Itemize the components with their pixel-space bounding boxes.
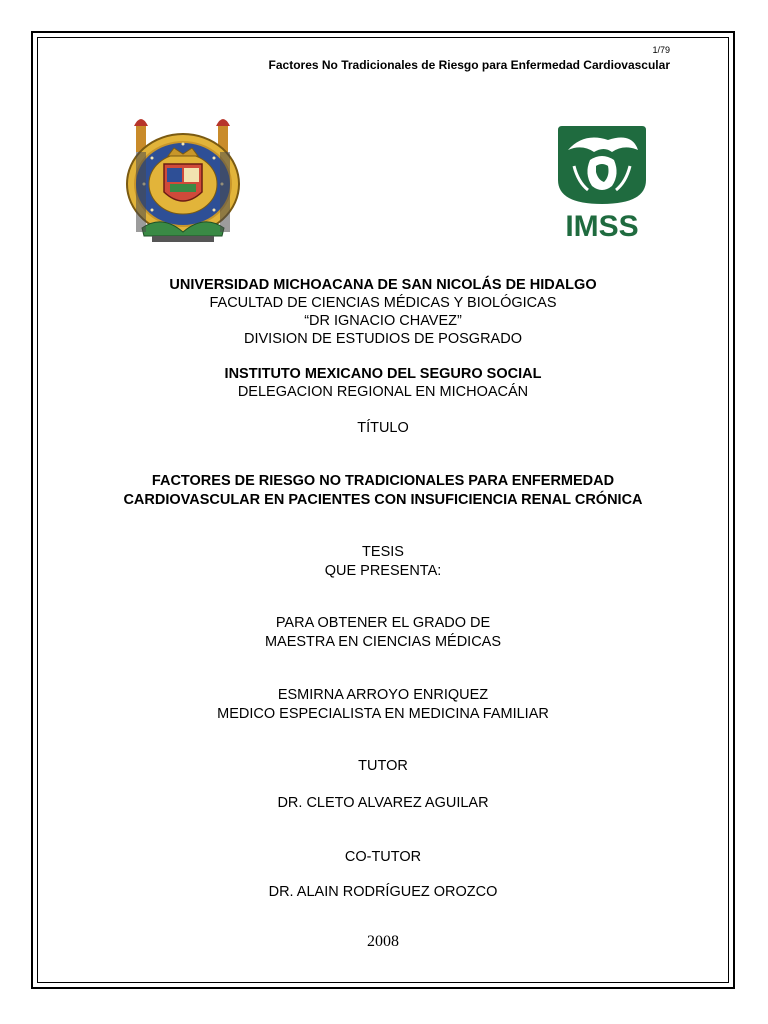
cotutor-name: DR. ALAIN RODRÍGUEZ OROZCO <box>268 884 498 900</box>
thesis-title-line1: FACTORES DE RIESGO NO TRADICIONALES PARA ENFERMEDAD <box>151 473 615 489</box>
title-label: TÍTULO <box>357 420 409 436</box>
institute-name: INSTITUTO MEXICANO DEL SEGURO SOCIAL <box>224 366 542 382</box>
tutor-label: TUTOR <box>358 758 408 774</box>
division-name: DIVISION DE ESTUDIOS DE POSGRADO <box>244 331 522 347</box>
author-role: MEDICO ESPECIALISTA EN MEDICINA FAMILIAR <box>217 706 549 722</box>
thesis-title-line2: CARDIOVASCULAR EN PACIENTES CON INSUFICIENCIA RENAL CRÓNICA <box>123 492 643 508</box>
author-name: ESMIRNA ARROYO ENRIQUEZ <box>277 687 489 703</box>
cotutor-label: CO-TUTOR <box>344 849 422 865</box>
institute-delegation: DELEGACION REGIONAL EN MICHOACÁN <box>237 384 529 400</box>
degree-line2: MAESTRA EN CIENCIAS MÉDICAS <box>264 634 502 650</box>
faculty-name: FACULTAD DE CIENCIAS MÉDICAS Y BIOLÓGICAS <box>209 295 557 311</box>
imss-logo-icon <box>554 122 650 242</box>
running-title: Factores No Tradicionales de Riesgo para Enfermedad Cardiovascular <box>268 58 670 72</box>
university-name: UNIVERSIDAD MICHOACANA DE SAN NICOLÁS DE HIDALGO <box>169 277 597 293</box>
faculty-honoree: “DR IGNACIO CHAVEZ” <box>304 313 462 329</box>
tutor-name: DR. CLETO ALVAREZ AGUILAR <box>277 795 489 811</box>
imss-logo-text: IMSS <box>565 210 639 242</box>
thesis-label: TESIS <box>362 544 404 560</box>
degree-line1: PARA OBTENER EL GRADO DE <box>275 615 491 631</box>
university-seal-icon <box>122 112 244 246</box>
year: 2008 <box>367 933 399 950</box>
presented-by-label: QUE PRESENTA: <box>324 563 442 579</box>
page-number: 1/79 <box>652 45 670 55</box>
